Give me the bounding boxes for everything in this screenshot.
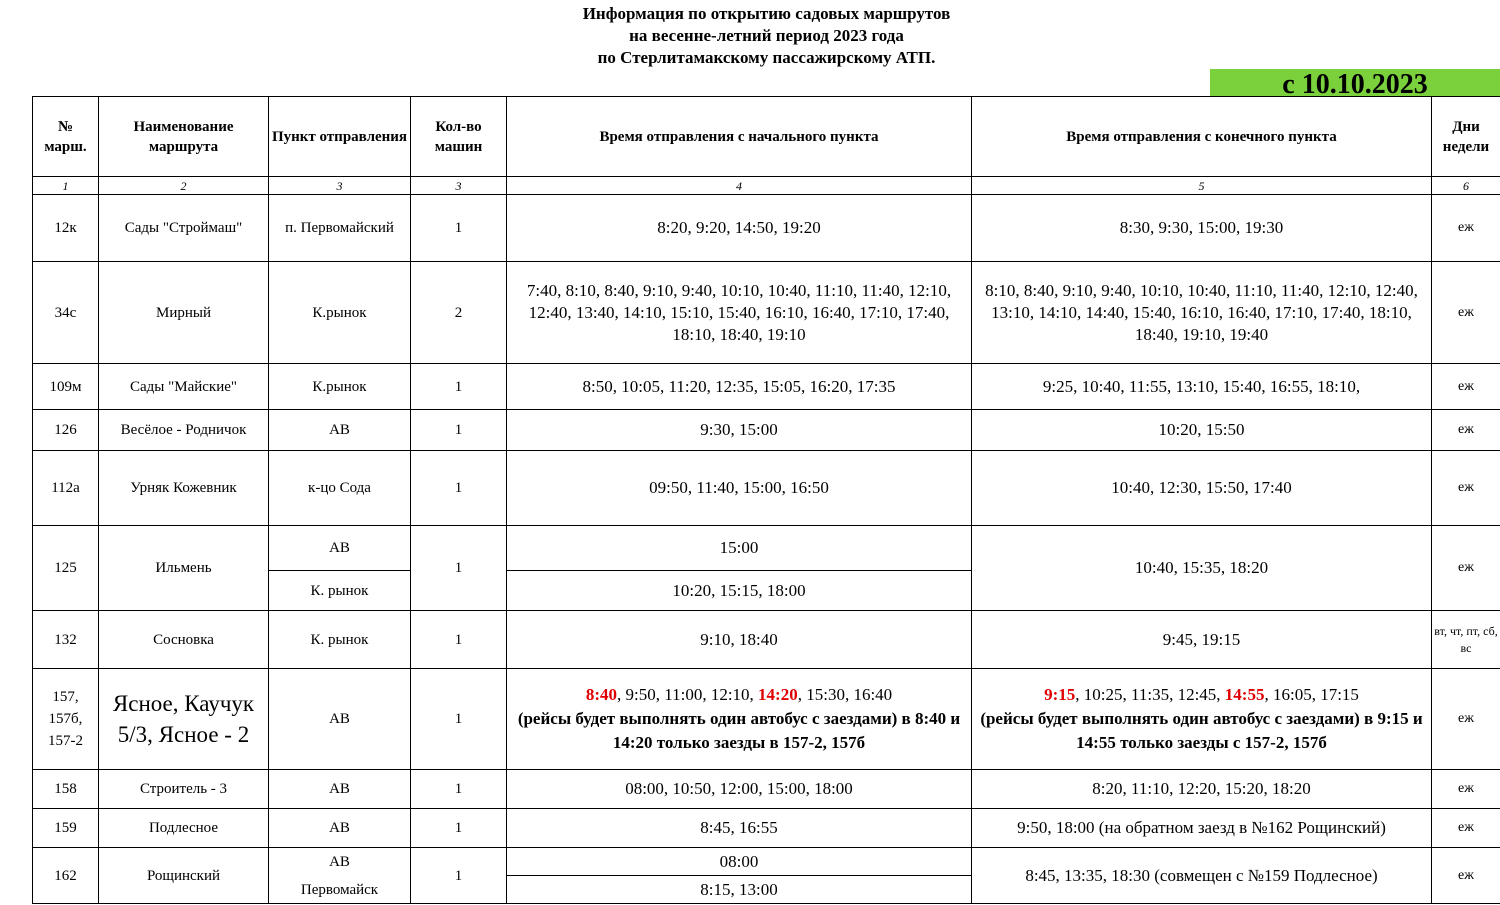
route-name: Весёлое - Родничок [99,410,269,451]
start-times: 9:10, 18:40 [507,611,972,669]
route-name: Ясное, Каучук 5/3, Ясное - 2 [99,669,269,770]
route-number: 34с [33,262,99,364]
route-number: 125 [33,526,99,611]
route-name: Строитель - 3 [99,770,269,809]
table-row [33,262,1500,364]
cars-count: 1 [411,195,507,262]
table-row [33,364,1500,410]
table-row [33,195,1500,262]
weekdays: еж [1432,410,1500,451]
col-header-from-start: Время отправления с начального пункта [507,97,972,177]
departure-point: к-цо Сода [269,451,411,526]
start-times: 9:30, 15:00 [507,410,972,451]
col-number: 2 [99,177,269,195]
end-times: 8:30, 9:30, 15:00, 19:30 [972,195,1432,262]
schedule-table [32,96,1500,904]
col-header-name: Наименование маршрута [99,97,269,177]
end-times: 8:10, 8:40, 9:10, 9:40, 10:10, 10:40, 11:10, 11:40, 12:10, 12:40, 13:10, 14:10, 14:40, 15:40, 16:10, 16:40, 17:10, 17:40, 18:10, 18:40, 19:10, 19:40 [972,262,1432,364]
route-name: Сады "Строймаш" [99,195,269,262]
start-times: 15:00 [507,526,972,571]
weekdays: еж [1432,195,1500,262]
route-name: Подлесное [99,809,269,848]
col-number: 4 [507,177,972,195]
highlighted-time: 14:20 [758,685,798,704]
departure-point: АВ [269,410,411,451]
column-number-row [33,177,1500,195]
start-times [507,669,972,770]
times-text: , 16:05, 17:15 [1264,685,1359,704]
route-name: Сосновка [99,611,269,669]
departure-point: АВ [269,669,411,770]
col-number: 1 [33,177,99,195]
weekdays: еж [1432,451,1500,526]
table-row [33,848,1500,876]
route-number: 112а [33,451,99,526]
cars-count: 1 [411,611,507,669]
route-number: 158 [33,770,99,809]
start-times: 8:20, 9:20, 14:50, 19:20 [507,195,972,262]
end-times: 8:45, 13:35, 18:30 (совмещен с №159 Подлесное) [972,848,1432,904]
date-banner [1210,69,1500,100]
col-header-departure: Пункт отправления [269,97,411,177]
route-number: 159 [33,809,99,848]
highlighted-time: 8:40 [585,685,617,704]
title-line-1: Информация по открытию садовых маршрутов [582,4,951,23]
cars-count: 2 [411,262,507,364]
cars-count: 1 [411,451,507,526]
col-header-num: № марш. [33,97,99,177]
route-number: 109м [33,364,99,410]
highlighted-time: 14:55 [1224,685,1265,704]
times-text: , 9:50, 11:00, 12:10, [617,685,759,704]
route-number: 162 [33,848,99,904]
route-note: (рейсы будет выполнять один автобус с заездами) в 8:40 и 14:20 только заезды в 157-2, 157б [517,709,961,752]
table-row [33,451,1500,526]
start-times: 08:00 [507,848,972,876]
table-row [33,611,1500,669]
departure-point: АВ [269,809,411,848]
cars-count: 1 [411,809,507,848]
table-row [33,669,1500,770]
weekdays: еж [1432,669,1500,770]
cars-count: 1 [411,364,507,410]
route-name: Мирный [99,262,269,364]
route-name: Ильмень [99,526,269,611]
weekdays: еж [1432,848,1500,904]
route-name: Урняк Кожевник [99,451,269,526]
start-times: 7:40, 8:10, 8:40, 9:10, 9:40, 10:10, 10:40, 11:10, 11:40, 12:10, 12:40, 13:40, 14:10, 15:10, 15:40, 16:10, 16:40, 17:10, 17:40, 18:10, 18:40, 19:10 [507,262,972,364]
end-times: 10:40, 15:35, 18:20 [972,526,1432,611]
weekdays: вт, чт, пт, сб, вс [1432,611,1500,669]
cars-count: 1 [411,526,507,611]
end-times: 10:20, 15:50 [972,410,1432,451]
table-row [33,770,1500,809]
col-header-days: Дни недели [1432,97,1500,177]
route-name: Рощинский [99,848,269,904]
col-number: 3 [269,177,411,195]
weekdays: еж [1432,262,1500,364]
end-times: 10:40, 12:30, 15:50, 17:40 [972,451,1432,526]
departure-point: К.рынок [269,364,411,410]
cars-count: 1 [411,770,507,809]
route-number: 157, 157б, 157-2 [33,669,99,770]
departure-point: АВ [269,770,411,809]
departure-point [269,848,411,904]
cars-count: 1 [411,410,507,451]
table-row [33,809,1500,848]
start-times: 8:15, 13:00 [507,876,972,904]
start-times: 8:50, 10:05, 11:20, 12:35, 15:05, 16:20, 17:35 [507,364,972,410]
departure-point: АВ [269,526,411,571]
end-times: 9:50, 18:00 (на обратном заезд в №162 Рощинский) [972,809,1432,848]
route-name: Сады "Майские" [99,364,269,410]
start-times: 09:50, 11:40, 15:00, 16:50 [507,451,972,526]
weekdays: еж [1432,526,1500,611]
title-line-3: по Стерлитамакскому пассажирскому АТП. [597,48,936,67]
end-times [972,669,1432,770]
end-times: 8:20, 11:10, 12:20, 15:20, 18:20 [972,770,1432,809]
departure-point-a: АВ [329,853,350,870]
start-times: 08:00, 10:50, 12:00, 15:00, 18:00 [507,770,972,809]
departure-point: К. рынок [269,571,411,611]
route-number: 12к [33,195,99,262]
start-times: 10:20, 15:15, 18:00 [507,571,972,611]
start-times: 8:45, 16:55 [507,809,972,848]
weekdays: еж [1432,364,1500,410]
col-number: 5 [972,177,1432,195]
end-times: 9:45, 19:15 [972,611,1432,669]
departure-point: п. Первомайский [269,195,411,262]
col-number: 3 [411,177,507,195]
times-text: , 15:30, 16:40 [797,685,893,704]
route-number: 126 [33,410,99,451]
table-row [33,410,1500,451]
route-number: 132 [33,611,99,669]
header-row [33,97,1500,177]
cars-count: 1 [411,848,507,904]
cars-count: 1 [411,669,507,770]
departure-point: К. рынок [269,611,411,669]
title-line-2: на весенне-летний период 2023 года [629,26,904,45]
weekdays: еж [1432,809,1500,848]
highlighted-time: 9:15 [1044,685,1076,704]
departure-point-b: Первомайск [300,881,379,898]
route-note: (рейсы будет выполнять один автобус с заездами) в 9:15 и 14:55 только заезды с 157-2, 157б [980,709,1423,752]
col-number: 6 [1432,177,1500,195]
col-header-cars: Кол-во машин [411,97,507,177]
end-times: 9:25, 10:40, 11:55, 13:10, 15:40, 16:55, 18:10, [972,364,1432,410]
col-header-from-end: Время отправления с конечного пункта [972,97,1432,177]
table-row [33,526,1500,571]
times-text: , 10:25, 11:35, 12:45, [1075,685,1225,704]
departure-point: К.рынок [269,262,411,364]
document-title [0,3,1500,69]
date-banner-text: с 10.10.2023 [1282,69,1428,100]
weekdays: еж [1432,770,1500,809]
